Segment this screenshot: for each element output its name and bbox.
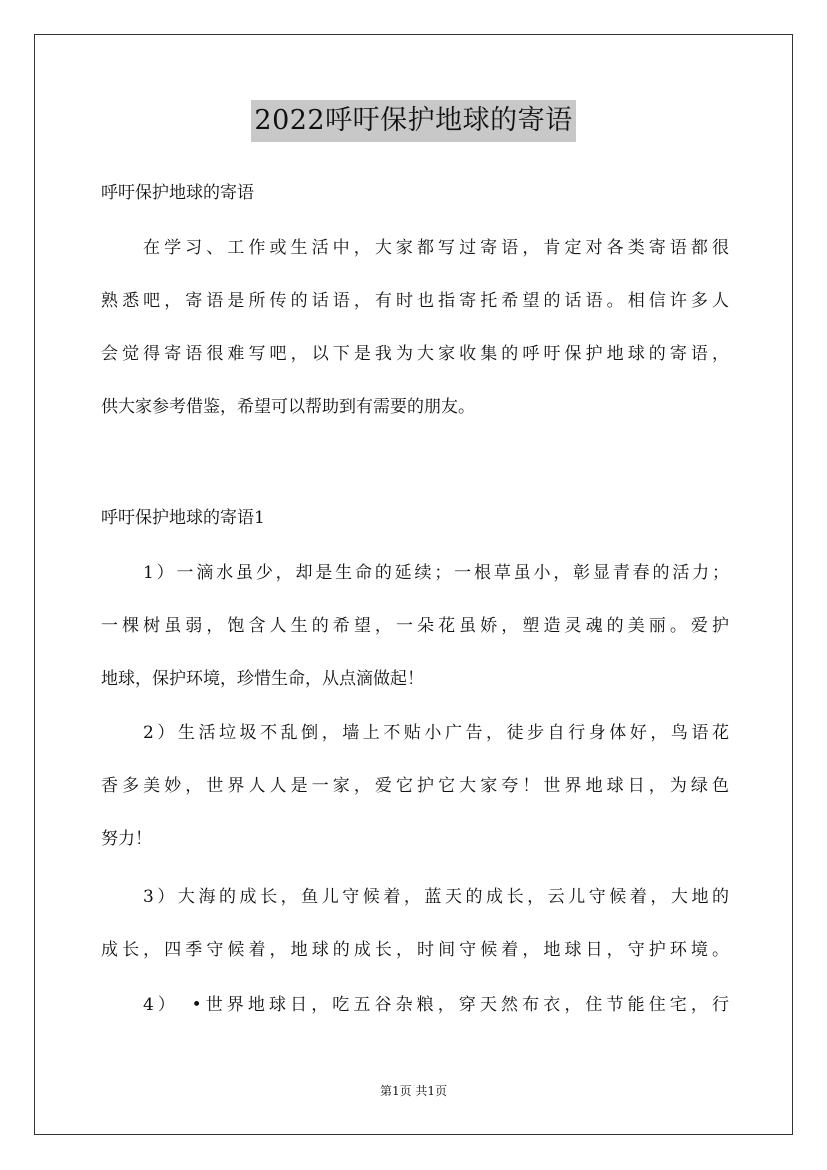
intro-line-2: 熟悉吧，寄语是所传的话语，有时也指寄托希望的话语。相信许多人 — [101, 291, 729, 311]
item-2-line-1: 2）生活垃圾不乱倒，墙上不贴小广告，徒步自行身体好，鸟语花 — [143, 723, 729, 743]
item-4-line-1: 4） •世界地球日，吃五谷杂粮，穿天然布衣，住节能住宅，行 — [143, 995, 729, 1015]
item-1-line-3: 地球，保护环境，珍惜生命，从点滴做起！ — [101, 669, 424, 689]
item-3-line-2: 成长，四季守候着，地球的成长，时间守候着，地球日，守护环境。 — [101, 940, 729, 960]
intro-line-4: 供大家参考借鉴，希望可以帮助到有需要的朋友。 — [101, 397, 475, 417]
item-3-line-1: 3）大海的成长，鱼儿守候着，蓝天的成长，云儿守候着，大地的 — [143, 887, 729, 907]
document-heading: 呼吁保护地球的寄语 — [101, 183, 254, 203]
document-title: 2022呼吁保护地球的寄语 — [251, 100, 575, 142]
item-1-line-1: 1）一滴水虽少，却是生命的延续；一根草虽小，彰显青春的活力； — [143, 563, 729, 583]
item-2-line-3: 努力！ — [101, 829, 152, 849]
intro-line-3: 会觉得寄语很难写吧，以下是我为大家收集的呼吁保护地球的寄语， — [101, 344, 729, 364]
title-container — [0, 100, 827, 142]
intro-line-1: 在学习、工作或生活中，大家都写过寄语，肯定对各类寄语都很 — [143, 238, 729, 258]
section-heading: 呼吁保护地球的寄语1 — [101, 508, 265, 528]
page-footer: 第1页 共1页 — [379, 1084, 448, 1098]
item-1-line-2: 一棵树虽弱，饱含人生的希望，一朵花虽娇，塑造灵魂的美丽。爱护 — [101, 616, 729, 636]
item-2-line-2: 香多美妙，世界人人是一家，爱它护它大家夸！世界地球日，为绿色 — [101, 776, 729, 796]
